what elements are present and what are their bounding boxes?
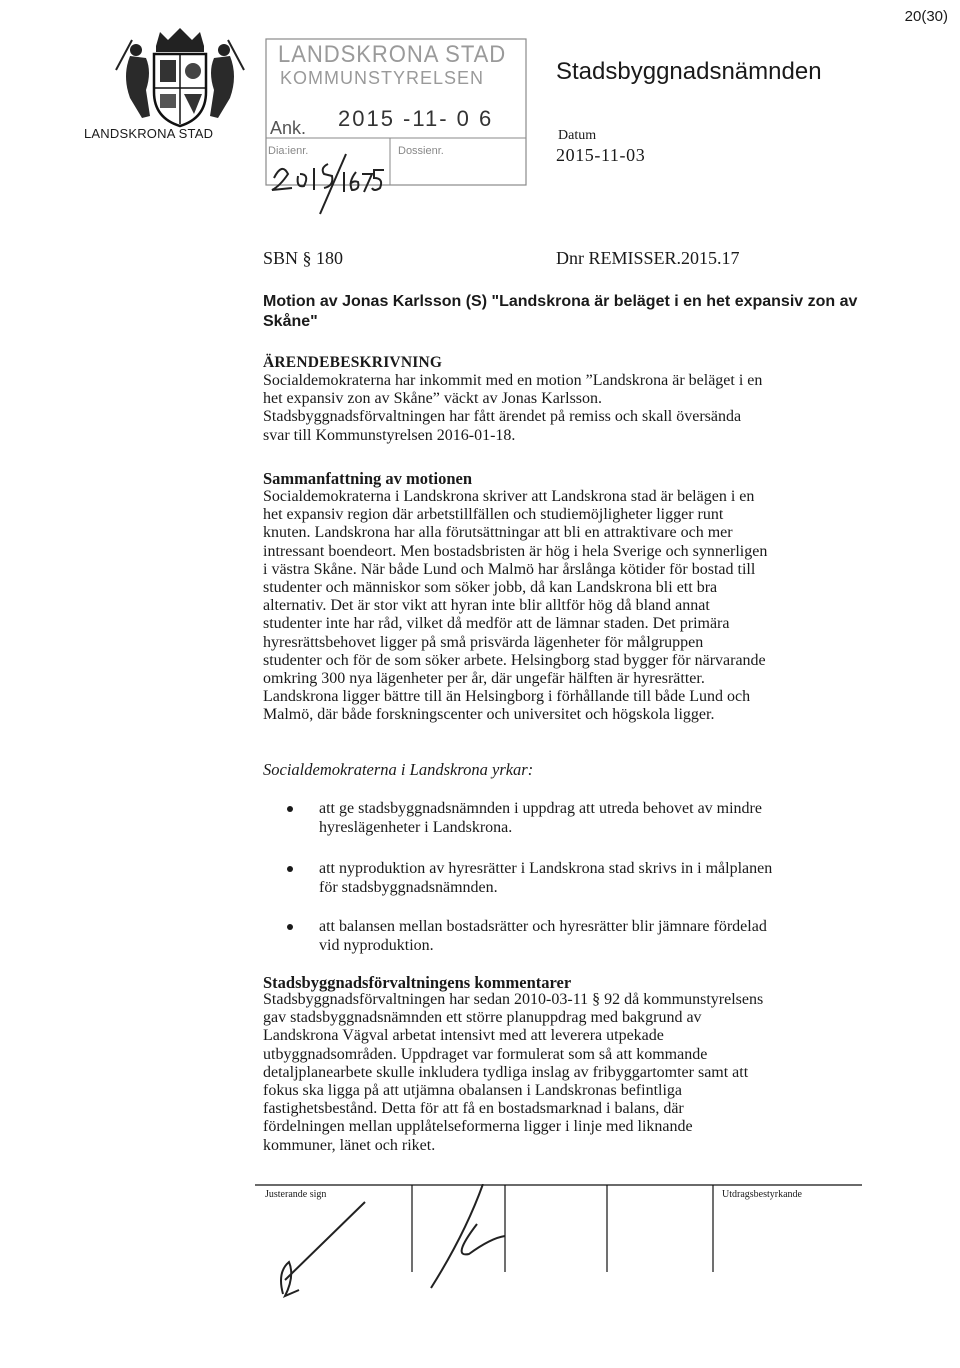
text-line: hyresrättsbehovet ligger på små prisvärda lägenheter för målgruppen — [263, 633, 704, 651]
text-line: studenter och människor som söker jobb, då kan Landskrona bli ett bra — [263, 579, 718, 597]
handwritten-signatures — [255, 1184, 862, 1364]
text-line: svar till Kommunstyrelsen 2016-01-18. — [263, 426, 516, 444]
text-line: att balansen mellan bostadsrätter och hyresrätter blir jämnare fördelad — [319, 918, 767, 935]
bullet-icon — [287, 866, 293, 872]
summary-heading: Sammanfattning av motionen — [263, 469, 473, 488]
text-line: vid nyproduktion. — [319, 937, 434, 954]
date-label: Datum — [558, 128, 597, 143]
utdrag-label: Utdragsbestyrkande — [722, 1189, 802, 1200]
text-line: Stadsbyggnadsförvaltningen har fått ärendet på remiss och skall översända — [263, 408, 742, 426]
motion-title: Motion av Jonas Karlsson (S) "Landskrona är beläget i en het expansiv zon av Skåne" — [263, 293, 858, 330]
text-line: Malmö, där både forskningscenter och universitet och högskola ligger. — [263, 706, 715, 724]
text-line: knuten. Landskrona har alla förutsättningar att bli en attraktivare och mer — [263, 524, 733, 542]
text-line: alternativ. Det är stor vikt att hyran inte blir alltför hög då bland annat — [263, 597, 710, 615]
text-line: detaljplanearbete skulle inkludera tydliga inslag av fribyggartomter samt att — [263, 1063, 749, 1081]
comments-heading: Stadsbyggnadsförvaltningens kommentarer — [263, 973, 572, 992]
stamp-department: KOMMUNSTYRELSEN — [280, 68, 485, 88]
case-number: Dnr REMISSER.2015.17 — [556, 248, 740, 268]
text-line: för stadsbyggnadsnämnden. — [319, 879, 498, 896]
text-line: Landskrona ligger bättre till än Helsingborg i förhållande till både Lund och — [263, 688, 751, 706]
text-line: Stadsbyggnadsförvaltningen har sedan 2010-03-11 § 92 då kommunstyrelsens — [263, 991, 764, 1008]
justering-label: Justerande sign — [265, 1189, 327, 1200]
text-line: Landskrona Vägval arbetat intensivt med att leverera utpekade — [263, 1027, 664, 1045]
case-description-body — [263, 372, 863, 445]
text-line: fördelningen mellan upplåtelseformerna ligger i linje med liknande — [263, 1118, 693, 1136]
text-line: het expansiv zon av Skåne” väckt av Jonas Karlsson. — [263, 390, 603, 408]
text-line: studenter och för de som söker arbete. Helsingborg stad bygger för närvarande — [263, 651, 766, 669]
organization-name: Stadsbyggnadsnämnden — [556, 58, 822, 85]
text-line: att nyproduktion av hyresrätter i Landskrona stad skrivs in i målplanen — [319, 860, 773, 877]
case-description-heading: ÄRENDEBESKRIVNING — [263, 354, 443, 371]
stamp-dianr-label: Dia:ienr. — [268, 145, 309, 157]
text-line: hyreslägenheter i Landskrona. — [319, 819, 513, 836]
text-line: omkring 300 nya lägenheter per år, där ungefär hälften är hyresrätter. — [263, 670, 705, 688]
text-line: Socialdemokraterna har inkommit med en motion ”Landskrona är beläget i en — [263, 372, 763, 389]
summary-body — [263, 488, 863, 725]
text-line: het expansiv region där arbetstillfällen och studiemöjligheter ligger runt — [263, 506, 724, 524]
text-line: intressant boendeort. Men bostadsbristen är hög i hela Sverige och synnerligen — [263, 542, 768, 560]
demands-heading: Socialdemokraterna i Landskrona yrkar: — [263, 760, 534, 779]
text-line: i västra Skåne. När både Lund och Malmö har årslånga kötider för bostad till — [263, 560, 756, 578]
page-number: 20(30) — [904, 8, 948, 25]
text-line: Socialdemokraterna i Landskrona skriver att Landskrona stad är belägen i en — [263, 488, 755, 505]
stamp-organization: LANDSKRONA STAD — [278, 41, 507, 68]
stamp-received-date: 2015 -11- 0 6 — [338, 106, 494, 131]
bullet-icon — [287, 806, 293, 812]
text-line: gav stadsbyggnadsnämnden ett större planuppdrag med bakgrund av — [263, 1009, 702, 1027]
municipality-name: LANDSKRONA STAD — [84, 126, 214, 141]
stamp-ank-label: Ank. — [270, 118, 307, 138]
text-line: att ge stadsbyggnadsnämnden i uppdrag att utreda behovet av mindre — [319, 800, 762, 817]
text-line: kommuner, länet och riket. — [263, 1136, 436, 1154]
document-date: 2015-11-03 — [556, 145, 646, 165]
stamp-handwritten-number — [268, 152, 388, 216]
stamp-dossier-label: Dossienr. — [398, 145, 444, 157]
paragraph-reference: SBN § 180 — [263, 248, 344, 268]
bullet-icon — [287, 924, 293, 930]
text-line: fastighetsbestånd. Detta för att få en bostadsmarknad i balans, där — [263, 1100, 684, 1118]
text-line: fokus ska ligga på att utjämna obalansen i Landskronas befintliga — [263, 1082, 682, 1100]
comments-body — [263, 991, 863, 1155]
text-line: studenter inte har råd, vilket då medför att de lämnar staden. Det primära — [263, 615, 730, 633]
coat-of-arms-emblem — [112, 26, 248, 128]
text-line: utbyggnadsområden. Uppdraget var formulerat som så att kommande — [263, 1045, 708, 1063]
